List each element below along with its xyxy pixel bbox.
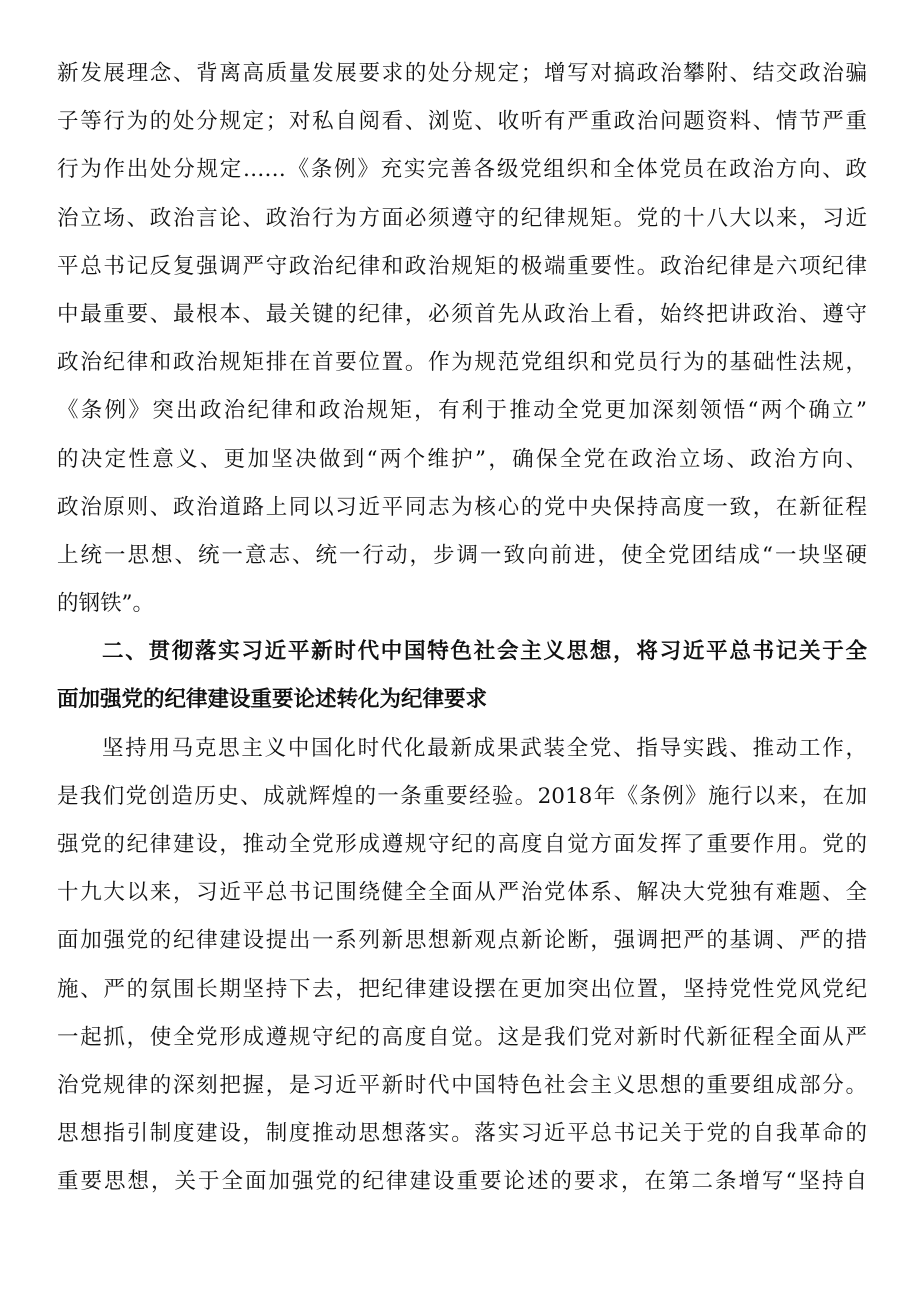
- body-text: [57, 50, 867, 1207]
- paragraph-1-line-1: 新发展理念、背离高质量发展要求的处分规定；增写对搞政治攀附、结交政治骗: [57, 61, 867, 86]
- paragraph-1-line-5: 平总书记反复强调严守政治纪律和政治规矩的极端重要性。政治纪律是六项纪律: [57, 253, 867, 279]
- paragraph-1-line-3: 行为作出处分规定……《条例》充实完善各级党组织和全体党员在政治方向、政: [57, 157, 867, 183]
- section-heading-line-1: 二、贯彻落实习近平新时代中国特色社会主义思想，将习近平总书记关于全: [102, 639, 867, 665]
- paragraph-1-line-8: 《条例》突出政治纪律和政治规矩，有利于推动全党更加深刻领悟“两个确立”: [57, 398, 867, 424]
- paragraph-1-line-4: 治立场、政治言论、政治行为方面必须遵守的纪律规矩。党的十八大以来，习近: [57, 205, 867, 231]
- paragraph-2-line-10: 重要思想，关于全面加强党的纪律建设重要论述的要求，在第二条增写“坚持自: [57, 1169, 867, 1195]
- section-heading-line-2: 面加强党的纪律建设重要论述转化为纪律要求: [57, 687, 488, 713]
- paragraph-1-line-11: 上统一思想、统一意志、统一行动，步调一致向前进，使全党团结成“一块坚硬: [57, 542, 867, 568]
- paragraph-2-line-8: 治党规律的深刻把握，是习近平新时代中国特色社会主义思想的重要组成部分。: [57, 1072, 867, 1098]
- paragraph-2-line-4: 十九大以来，习近平总书记围绕健全全面从严治党体系、解决大党独有难题、全: [57, 880, 867, 906]
- paragraph-2-line-2: 是我们党创造历史、成就辉煌的一条重要经验。2018年《条例》施行以来，在加: [57, 783, 867, 809]
- paragraph-2-line-9: 思想指引制度建设，制度推动思想落实。落实习近平总书记关于党的自我革命的: [57, 1121, 867, 1147]
- paragraph-2-line-1: 坚持用马克思主义中国化时代化最新成果武装全党、指导实践、推动工作，: [102, 735, 867, 761]
- paragraph-1-line-2: 子等行为的处分规定；对私自阅看、浏览、收听有严重政治问题资料、情节严重: [57, 109, 867, 135]
- paragraph-2-line-5: 面加强党的纪律建设提出一系列新思想新观点新论断，强调把严的基调、严的措: [57, 928, 867, 954]
- paragraph-1-line-7: 政治纪律和政治规矩排在首要位置。作为规范党组织和党员行为的基础性法规，: [57, 350, 867, 376]
- paragraph-2-line-6: 施、严的氛围长期坚持下去，把纪律建设摆在更加突出位置，坚持党性党风党纪: [57, 976, 867, 1002]
- paragraph-1-line-9: 的决定性意义、更加坚决做到“两个维护”，确保全党在政治立场、政治方向、: [57, 446, 867, 472]
- paragraph-2-line-7: 一起抓，使全党形成遵规守纪的高度自觉。这是我们党对新时代新征程全面从严: [57, 1024, 867, 1050]
- paragraph-2-line-3: 强党的纪律建设，推动全党形成遵规守纪的高度自觉方面发挥了重要作用。党的: [57, 832, 867, 857]
- paragraph-1-line-10: 政治原则、政治道路上同以习近平同志为核心的党中央保持高度一致，在新征程: [57, 494, 867, 520]
- paragraph-1-line-12: 的钢铁”。: [57, 591, 154, 617]
- paragraph-1-line-6: 中最重要、最根本、最关键的纪律，必须首先从政治上看，始终把讲政治、遵守: [57, 301, 867, 327]
